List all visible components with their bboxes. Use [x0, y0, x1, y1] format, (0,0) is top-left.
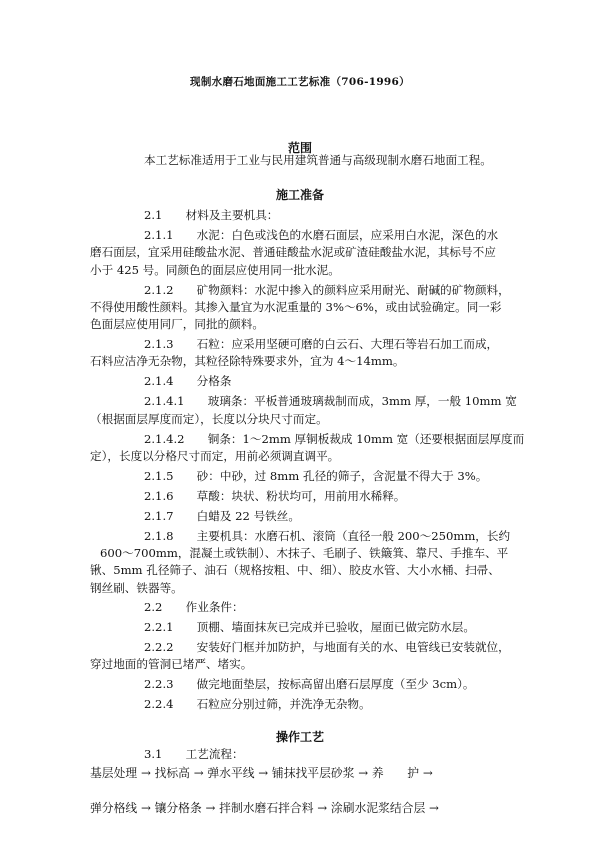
text-line: 钢丝刷、铁器等。 [90, 581, 183, 595]
text-line: 2.2 作业条件： [144, 600, 244, 614]
process-flow-row-2: 弹分格线 → 镶分格条 → 拌制水磨石拌合料 → 涂刷水泥浆结合层 → [90, 801, 439, 815]
text-line: 2.1.2 矿物颜料：水泥中掺入的颜料应采用耐光、耐碱的矿物颜料， [144, 283, 510, 297]
text-line: 石料应洁净无杂物，其粒径除特殊要求外，宜为 4～14mm。 [90, 354, 405, 368]
text-line: 穿过地面的管洞已堵严、堵实。 [90, 657, 253, 671]
text-line: 色面层应使用同厂，同批的颜料。 [90, 317, 264, 331]
text-line: 锹、5mm 孔径筛子、油石（规格按粗、中、细）、胶皮水管、大小水桶、扫帚、 [90, 563, 500, 577]
process-flow-row-1: 基层处理 → 找标高 → 弹水平线 → 铺抹找平层砂浆 → 养 护 → [90, 766, 433, 780]
section-heading-scope: 范围 [287, 141, 312, 155]
text-line: 2.1.5 砂：中砂，过 8mm 孔径的筛子，含泥量不得大于 3%。 [144, 469, 488, 483]
text-line: 2.2.1 顶棚、墙面抹灰已完成并已验收，屋面已做完防水层。 [144, 620, 475, 634]
text-line: 定），长度以分格尺寸而定，用前必须调直调平。 [90, 449, 340, 463]
text-line: 2.1.1 水泥：白色或浅色的水磨石面层，应采用白水泥，深色的水 [144, 228, 499, 242]
document-title: 现制水磨石地面施工工艺标准（706-1996） [190, 76, 410, 88]
text-line: 600～700mm，混凝土或铁制）、木抹子、毛刷子、铁簸箕、靠尺、手推车、平 [100, 546, 509, 560]
scope-paragraph: 本工艺标准适用于工业与民用建筑普通与高级现制水磨石地面工程。 [144, 153, 492, 167]
text-line: 小于 425 号。同颜色的面层应使用同一批水泥。 [90, 263, 340, 277]
text-line: 2.2.3 做完地面垫层，按标高留出磨石层厚度（至少 3cm）。 [144, 677, 475, 691]
text-line: 3.1 工艺流程： [144, 747, 244, 761]
text-line: 2.1.4.1 玻璃条：平板普通玻璃裁制而成，3mm 厚，一般 10mm 宽 [144, 394, 517, 408]
text-line: 2.1 材料及主要机具： [144, 208, 279, 222]
text-line: 2.1.4.2 铜条：1～2mm 厚铜板裁成 10mm 宽（还要根据面层厚度而 [144, 432, 525, 446]
section-heading-operations: 操作工艺 [275, 730, 324, 744]
text-line: 2.1.3 石粒：应采用坚硬可磨的白云石、大理石等岩石加工而成， [144, 337, 499, 351]
text-line: 不得使用酸性颜料。其掺入量宜为水泥重量的 3%～6%，或由试验确定。同一彩 [90, 300, 502, 314]
text-line: 磨石面层，宜采用硅酸盐水泥、普通硅酸盐水泥或矿渣硅酸盐水泥，其标号不应 [90, 245, 496, 259]
text-line: 2.1.7 白蜡及 22 号铁丝。 [144, 509, 300, 523]
text-line: 2.1.4 分格条 [144, 374, 232, 388]
text-line: 2.1.8 主要机具：水磨石机、滚筒（直径一般 200～250mm，长约 [144, 529, 511, 543]
text-line: 2.2.2 安装好门框并加防护，与地面有关的水、电管线已安装就位， [144, 640, 510, 654]
text-line: 2.1.6 草酸：块状、粉状均可，用前用水稀释。 [144, 489, 406, 503]
text-line: 2.2.4 石粒应分别过筛，并洗净无杂物。 [144, 697, 371, 711]
section-heading-preparation: 施工准备 [275, 188, 324, 202]
text-line: （根据面层厚度而定），长度以分块尺寸而定。 [90, 412, 328, 426]
